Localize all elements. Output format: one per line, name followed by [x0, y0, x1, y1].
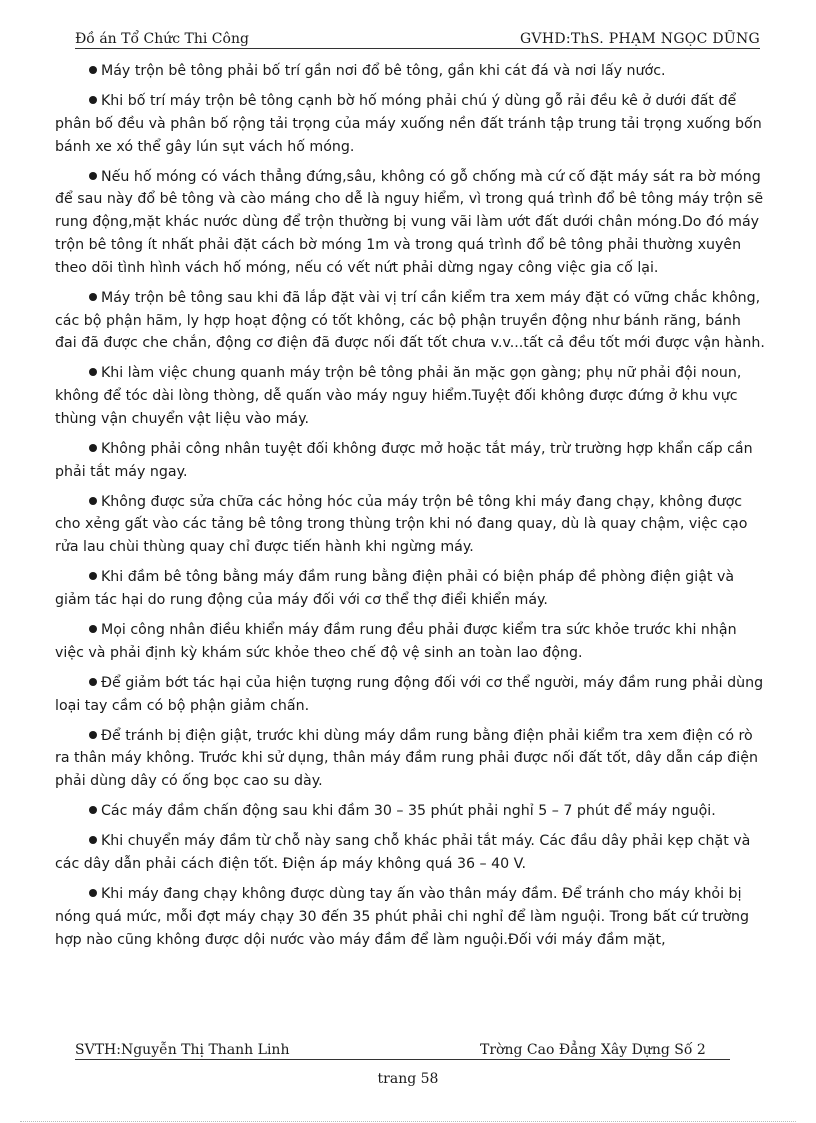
paragraph-text: Các máy đầm chấn động sau khi đầm 30 – 35 phút phải nghỉ 5 – 7 phút để máy nguội. [101, 803, 716, 820]
bullet-icon [89, 731, 97, 739]
paragraph [55, 438, 766, 484]
paragraph-text: Khi chuyển máy đầm từ chỗ này sang chỗ khác phải tắt máy. Các đầu dây phải kẹp chặt và các dây dẫn phải cách điện tốt. Điện áp máy không quá 36 – 40 V. [55, 833, 751, 872]
paragraph-text: Không phải công nhân tuyệt đối không được mở hoặc tắt máy, trừ trường hợp khẩn cấp cần phải tắt máy ngay. [55, 440, 753, 480]
paragraph-text: Để tránh bị điện giật, trước khi dùng máy dầm rung bằng điện phải kiểm tra xem điện có rò ra thân máy không. Trước khi sử dụng, thân máy đầm rung phải được nối đất tốt, dây dẫn cáp điện phải dùng dây có ống bọc cao su dày. [55, 727, 758, 790]
bullet-icon [89, 836, 97, 844]
paragraph-text: Máy trộn bê tông phải bố trí gần nơi đổ bê tông, gần khi cát đá và nơi lấy nước. [101, 63, 666, 79]
document-body [55, 60, 766, 959]
bullet-icon [89, 889, 97, 897]
paragraph [55, 883, 766, 951]
paragraph-text: Mọi công nhân điều khiển máy đầm rung đều phải được kiểm tra sức khỏe trước khi nhận việc và phải định kỳ khám sức khỏe theo chế độ vệ sinh an toàn lao động. [55, 622, 737, 661]
paragraph [55, 672, 766, 718]
paragraph [55, 830, 766, 876]
page-number: trang 58 [377, 1071, 439, 1087]
paragraph [55, 362, 766, 430]
bullet-icon [89, 572, 97, 580]
page-edge-divider [20, 1121, 796, 1122]
paragraph-text: Không được sửa chữa các hỏng hóc của máy trộn bê tông khi máy đang chạy, không được cho xẻng gất vào các tảng bê tông trong thùng trộn khi nó đang quay, dù là quay chậm, việc cạo rửa lau chùi thùng quay chỉ được tiến hành khi ngừng máy. [55, 493, 748, 556]
bullet-icon [89, 497, 97, 505]
paragraph-text: Khi bố trí máy trộn bê tông cạnh bờ hố móng phải chú ý dùng gỗ rải đều kê ở dưới đất để phân bố đều và phân bố rộng tải trọng của máy xuống nền đất tránh tập trung tải trọng xuống bốn bánh xe xó thể gây lún sụt vách hố móng. [55, 92, 762, 155]
paragraph-text: Để giảm bớt tác hại của hiện tượng rung động đối với cơ thể người, máy đầm rung phải dùng loại tay cầm có bộ phận giảm chấn. [55, 674, 764, 714]
paragraph-text: Khi làm việc chung quanh máy trộn bê tông phải ăn mặc gọn gàng; phụ nữ phải đội noun, không để tóc dài lòng thòng, dễ quấn vào máy nguy hiểm.Tuyệt đối không được đứng ở khu vực thùng vận chuyển vật liệu vào máy. [55, 365, 742, 427]
paragraph [55, 566, 766, 612]
page-header [75, 28, 760, 49]
paragraph-text: Khi máy đang chạy không được dùng tay ấn vào thân máy đầm. Để tránh cho máy khỏi bị nóng quá mức, mỗi đợt máy chạy 30 đến 35 phút phải chi nghỉ để làm nguội. Trong bất cứ trường hợp nào cũng không được dội nước vào máy đầm để làm nguội.Đối với máy đầm mặt, [55, 885, 750, 948]
bullet-icon [89, 66, 97, 74]
bullet-icon [89, 293, 97, 301]
paragraph [55, 619, 766, 665]
footer-school-name: Trờng Cao Đẳng Xây Dựng Số 2 [480, 1042, 706, 1058]
bullet-icon [89, 368, 97, 376]
bullet-icon [89, 172, 97, 180]
bullet-icon [89, 806, 97, 814]
bullet-icon [89, 444, 97, 452]
paragraph [55, 60, 766, 83]
page-footer [75, 1041, 730, 1060]
paragraph-text: Khi đầm bê tông bằng máy đầm rung bằng điện phải có biện pháp đề phòng điện giật và giảm tác hại do rung động của máy đối với cơ thể thợ điểi khiển máy. [55, 569, 735, 609]
paragraph [55, 800, 766, 823]
paragraph [55, 491, 766, 559]
paragraph [55, 166, 766, 280]
paragraph [55, 287, 766, 355]
bullet-icon [89, 96, 97, 104]
bullet-icon [89, 678, 97, 686]
paragraph [55, 90, 766, 158]
paragraph-text: Nếu hố móng có vách thẳng đứng,sâu, không có gỗ chống mà cứ cố đặt máy sát ra bờ móng để sau này đổ bê tông và cào máng cho dễ là nguy hiểm, vì trong quá trình đổ bê tông máy trộn sẽ rung động,mặt khác nước dùng để trộn thường bị vung vãi làm ướt đất dưới chân móng.Do đó máy trộn bê tông ít nhất phải đặt cách bờ móng 1m và trong quá trình đổ bê tông phải thường xuyên theo dõi tình hình vách hố móng, nếu có vết nứt phải dừng ngay công việc gia cố lại. [55, 168, 764, 276]
bullet-icon [89, 625, 97, 633]
header-supervisor: GVHD:ThS. PHẠM NGỌC DŨNG [519, 31, 760, 47]
paragraph [55, 725, 766, 793]
footer-student-name: SVTH:Nguyễn Thị Thanh Linh [75, 1042, 290, 1058]
header-project-title: Đồ án Tổ Chức Thi Công [75, 31, 249, 47]
paragraph-text: Máy trộn bê tông sau khi đã lắp đặt vài vị trí cần kiểm tra xem máy đặt có vững chắc không, các bộ phận hãm, ly hợp hoạt động có tốt không, các bộ phận truyền động như bánh răng, bánh đai đã được che chắn, động cơ điện đã được nối đất tốt chưa v.v...tất cả đều tốt mới được vận hành. [55, 289, 765, 352]
